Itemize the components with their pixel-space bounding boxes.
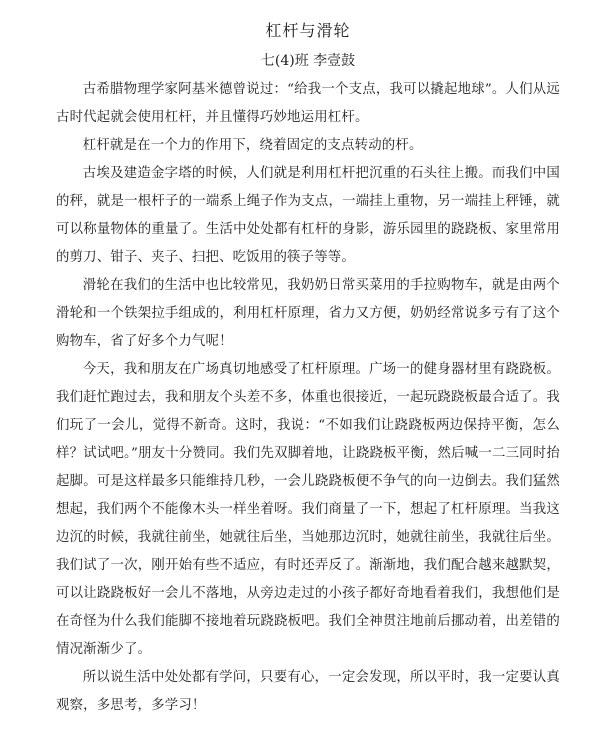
- paragraph: 所以说生活中处处都有学问，只要有心，一定会发现，所以平时，我一定要认真观察，多思考，多学习！: [56, 670, 560, 713]
- paragraph: 古埃及建造金字塔的时候，人们就是利用杠杆把沉重的石头往上搬。而我们中国的秤，就是一根杆子的一端系上绳子作为支点，一端挂上重物，另一端挂上秤锤，就可以称量物体的重量了。生活中处处都有杠杆的身影，游乐园里的跷跷板、家里常用的剪刀、钳子、夹子、扫把、吃饭用的筷子等等。: [56, 166, 560, 265]
- essay-title: 杠杆与滑轮: [265, 21, 351, 40]
- author-byline: 七(4)班 李壹鼓: [260, 53, 356, 69]
- paragraph: 今天，我和朋友在广场真切地感受了杠杆原理。广场一的健身器材里有跷跷板。我们赶忙跑过去，我和朋友个头差不多，体重也很接近，一起玩跷跷板最合适了。我们玩了一会儿，觉得不新奇。这时，我说：“不如我们让跷跷板两边保持平衡，怎么样？试试吧。”朋友十分赞同。我们先双脚着地，让跷跷板平衡，然后喊一二三同时抬起脚。可是这样最多只能维持几秒，一会儿跷跷板便不争气的向一边倒去。我们猛然想起，我们两个不能像木头一样坐着呀。我们商量了一下，想起了杠杆原理。当我这边沉的时候，我就往前坐，她就往后坐，当她那边沉时，她就往前坐，我就往后坐。我们试了一次，刚开始有些不适应，有时还弄反了。渐渐地，我们配合越来越默契，可以让跷跷板好一会儿不落地，从旁边走过的小孩子都好奇地看着我们，我想他们是在奇怪为什么我们能脚不接地着玩跷跷板吧。我们全神贯注地前后挪动着，出差错的情况渐渐少了。: [56, 362, 560, 657]
- paragraph: 杠杆就是在一个力的作用下，绕着固定的支点转动的杆。: [82, 138, 423, 153]
- paragraph: 滑轮在我们的生活中也比较常见，我奶奶日常买菜用的手拉购物车，就是由两个滑轮和一个铁架拉手组成的，利用杠杆原理，省力又方便，奶奶经常说多亏有了这个购物车，省了好多个力气呢！: [56, 278, 560, 349]
- paragraph: 古希腊物理学家阿基米德曾说过：“给我一个支点，我可以撬起地球”。人们从远古时代起就会使用杠杆，并且懂得巧妙地运用杠杆。: [56, 82, 560, 125]
- essay-body: [56, 76, 560, 720]
